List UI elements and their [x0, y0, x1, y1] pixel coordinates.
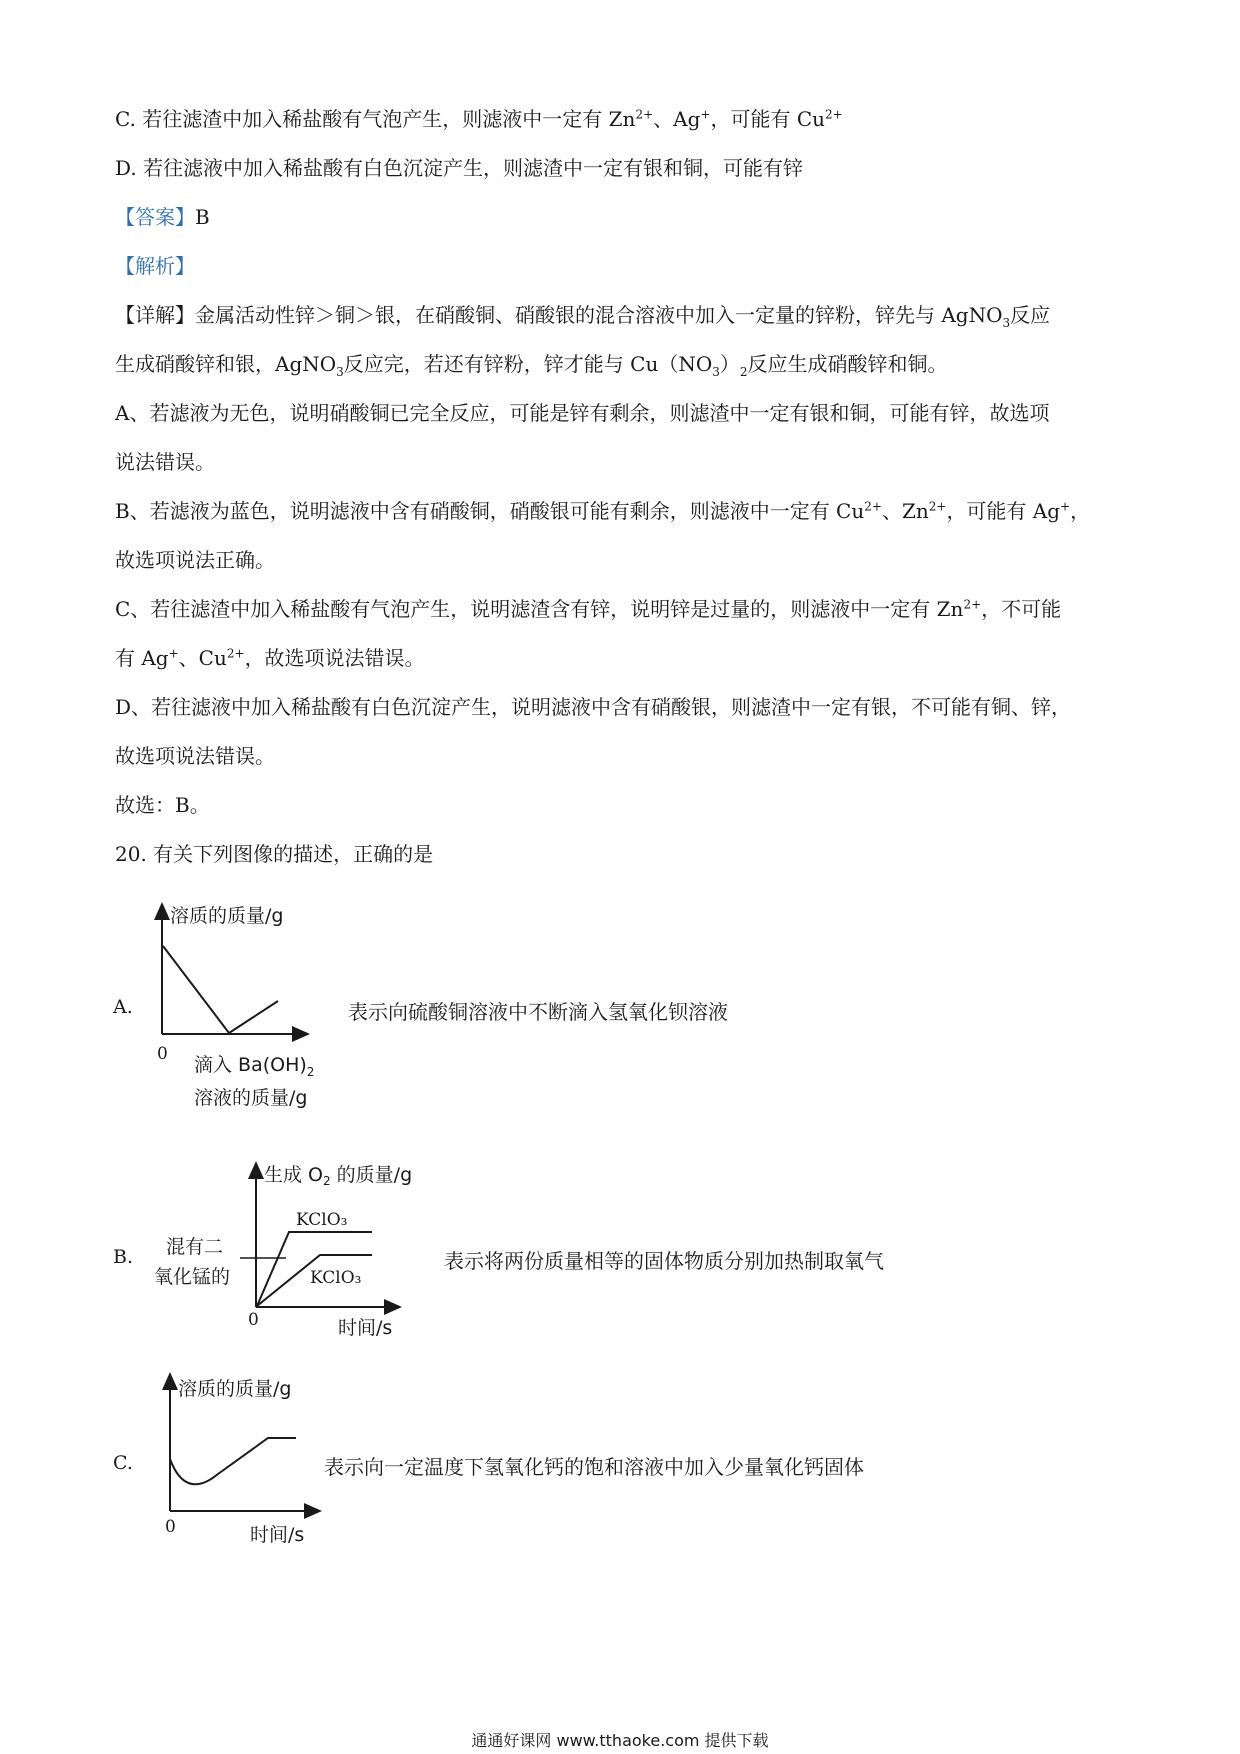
answer-value: B — [195, 205, 210, 229]
graph-b-left-label-1: 混有二 — [166, 1236, 224, 1258]
graph-a-xlabel-2: 溶液的质量/g — [194, 1087, 308, 1109]
graph-b-xlabel: 时间/s — [338, 1317, 393, 1339]
graph-b-left-label-2: 氧化锰的 — [154, 1266, 231, 1288]
detail-line-2: 生成硝酸锌和银，AgNO$_3$反应完，若还有锌粉，锌才能与 $Cu(NO_3)_2$反应生成硝酸锌和铜。 — [115, 352, 948, 379]
graph-c-description: 表示向一定温度下氢氧化钙的饱和溶液中加入少量氧化钙固体 — [324, 1455, 864, 1479]
page-footer: 通通好课网 www.tthaoke.com 提供下载 — [471, 1731, 769, 1750]
graph-b — [240, 1155, 420, 1345]
analysis-a-1: A、若滤液为无色，说明硝酸铜已完全反应，可能是锌有剩余，则滤渣中一定有银和铜，可能有锌，故选项 — [115, 401, 1050, 425]
analysis-c-2: 有 Ag+、$Cu^{2+}$，故选项说法错误。 — [115, 646, 425, 670]
option-d: D. 若往滤液中加入稀盐酸有白色沉淀产生，则滤渣中一定有银和铜，可能有锌 — [115, 156, 804, 180]
analysis-d-2: 故选项说法错误。 — [115, 744, 275, 768]
graph-b-series-top-label: KClO₃ — [296, 1210, 348, 1230]
question-20: 20. 有关下列图像的描述，正确的是 — [115, 842, 434, 866]
graph-a-curve — [163, 946, 278, 1033]
graph-a-origin: 0 — [157, 1044, 168, 1064]
analysis-b-2: 故选项说法正确。 — [115, 548, 275, 572]
graph-c-ylabel: 溶质的质量/g — [178, 1378, 292, 1400]
graph-b-ylabel: 生成 $O_2$ 的质量/g — [264, 1164, 413, 1188]
detail-line-1: 【详解】金属活动性锌＞铜＞银，在硝酸铜、硝酸银的混合溶液中加入一定量的锌粉，锌先与 AgNO$_3$反应 — [115, 303, 1051, 330]
graph-c-origin: 0 — [165, 1517, 176, 1537]
analysis-c-1: C、若往滤渣中加入稀盐酸有气泡产生，说明滤渣含有锌，说明锌是过量的，则滤液中一定有 $Zn^{2+}$，不可能 — [115, 597, 1062, 621]
final-choice: 故选：B。 — [115, 793, 210, 817]
answer-label: 【答案】 — [115, 205, 195, 229]
graph-b-origin: 0 — [248, 1310, 259, 1330]
graph-b-description: 表示将两份质量相等的固体物质分别加热制取氧气 — [444, 1249, 884, 1273]
analysis-a-2: 说法错误。 — [115, 450, 215, 474]
graph-a-option-label: A. — [113, 996, 133, 1018]
graph-b-series-bottom-label: KClO₃ — [310, 1268, 362, 1288]
graph-a-xlabel-1: 滴入 $Ba(OH)_2$ — [194, 1054, 315, 1079]
analysis-label: 【解析】 — [115, 254, 195, 278]
graph-c-option-label: C. — [113, 1452, 133, 1474]
option-c: C. 若往滤渣中加入稀盐酸有气泡产生，则滤液中一定有 $Zn^{2+}$、Ag+，可能有 $Cu^{2+}$ — [115, 107, 843, 131]
analysis-d-1: D、若往滤液中加入稀盐酸有白色沉淀产生，说明滤液中含有硝酸银，则滤渣中一定有银，不可能有铜、锌， — [115, 695, 1072, 719]
graph-b-option-label: B. — [113, 1246, 134, 1268]
graph-c-x-axis-line — [150, 1366, 330, 1556]
graph-a-ylabel: 溶质的质量/g — [170, 905, 284, 927]
graph-c-xlabel: 时间/s — [250, 1524, 305, 1546]
analysis-b-1: B、若滤液为蓝色，说明滤液中含有硝酸铜，硝酸银可能有剩余，则滤液中一定有 $Cu^{2+}$、$Zn^{2+}$，可能有 Ag+， — [115, 499, 1091, 523]
answer-line — [115, 204, 210, 230]
graph-a-description: 表示向硫酸铜溶液中不断滴入氢氧化钡溶液 — [348, 1000, 728, 1024]
